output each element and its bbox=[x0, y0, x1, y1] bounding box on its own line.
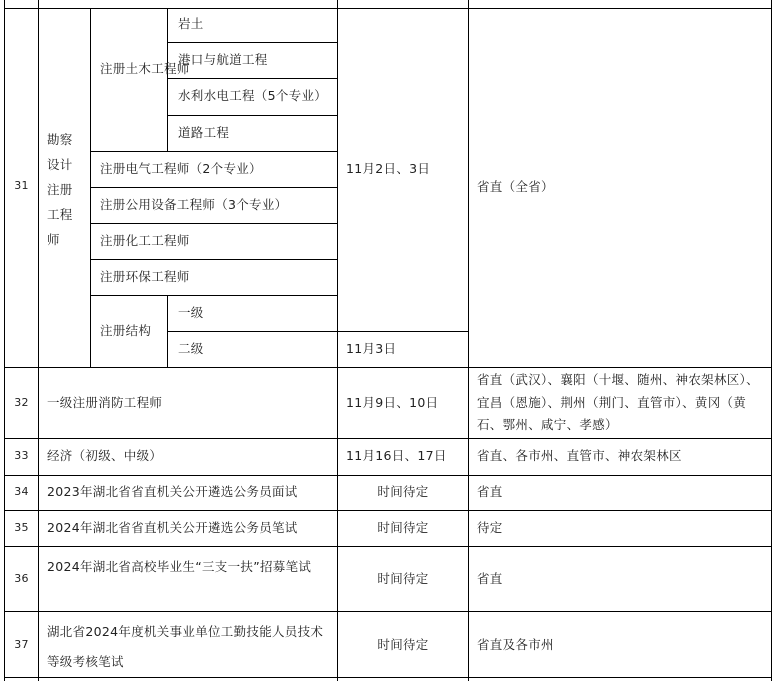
exam-region: 省直（武汉）、襄阳（十堰、随州、神农架林区）、宜昌（恩施）、荆州（荆门、直管市）、黄冈（黄石、鄂州、咸宁、孝感） bbox=[477, 372, 759, 432]
grid-line bbox=[38, 0, 39, 681]
exam-date: 11月16日、17日 bbox=[346, 448, 447, 463]
grid-line bbox=[90, 151, 337, 152]
grid-line bbox=[167, 78, 337, 79]
grid-line bbox=[90, 259, 337, 260]
exam-region: 省直（全省） bbox=[477, 179, 554, 194]
exam-date: 时间待定 bbox=[377, 484, 429, 499]
grid-line bbox=[4, 677, 772, 678]
grid-line bbox=[167, 115, 337, 116]
grid-line bbox=[90, 223, 337, 224]
electrical-engineer-label: 注册电气工程师（2个专业） bbox=[100, 161, 262, 176]
civil-engineer-label: 注册土木工程师 bbox=[100, 61, 190, 76]
grid-line bbox=[4, 438, 772, 439]
grid-line bbox=[4, 611, 772, 612]
grid-line bbox=[4, 475, 772, 476]
row-number: 32 bbox=[14, 396, 29, 409]
grid-line bbox=[167, 42, 337, 43]
row-number: 34 bbox=[14, 485, 29, 498]
grid-line bbox=[167, 331, 468, 332]
row-number: 35 bbox=[14, 521, 29, 534]
exam-name: 经济（初级、中级） bbox=[47, 448, 163, 463]
exam-name: 2024年湖北省省直机关公开遴选公务员笔试 bbox=[47, 520, 298, 535]
exam-name: 湖北省2024年度机关事业单位工勤技能人员技术等级考核笔试 bbox=[47, 624, 324, 669]
grid-line bbox=[4, 510, 772, 511]
exam-date: 11月3日 bbox=[346, 341, 397, 356]
exam-date: 时间待定 bbox=[377, 637, 429, 652]
civil-item: 水利水电工程（5个专业） bbox=[178, 88, 328, 103]
exam-name: 一级注册消防工程师 bbox=[47, 395, 163, 410]
row-number: 31 bbox=[14, 179, 29, 192]
exam-region: 省直及各市州 bbox=[477, 637, 554, 652]
exam-date: 11月9日、10日 bbox=[346, 395, 439, 410]
row-number: 37 bbox=[14, 638, 29, 651]
exam-region: 省直、各市州、直管市、神农架林区 bbox=[477, 448, 682, 463]
exam-date: 时间待定 bbox=[377, 571, 429, 586]
grid-line bbox=[90, 295, 337, 296]
grid-line bbox=[90, 187, 337, 188]
exam-name: 2023年湖北省省直机关公开遴选公务员面试 bbox=[47, 484, 298, 499]
structural-level: 二级 bbox=[178, 341, 204, 356]
grid-line bbox=[4, 8, 772, 9]
category-label: 勘察设计注册工程师 bbox=[47, 132, 73, 247]
grid-line bbox=[771, 0, 772, 681]
row-number: 33 bbox=[14, 449, 29, 462]
civil-item: 岩土 bbox=[178, 16, 204, 31]
row-number: 36 bbox=[14, 572, 29, 585]
exam-region: 省直 bbox=[477, 571, 503, 586]
exam-name: 2024年湖北省高校毕业生“三支一扶”招募笔试 bbox=[47, 559, 312, 574]
grid-line bbox=[4, 367, 772, 368]
chemical-engineer-label: 注册化工工程师 bbox=[100, 233, 190, 248]
grid-line bbox=[468, 0, 469, 681]
grid-line bbox=[167, 8, 168, 151]
exam-region: 待定 bbox=[477, 520, 503, 535]
grid-line bbox=[4, 546, 772, 547]
exam-date: 时间待定 bbox=[377, 520, 429, 535]
exam-region: 省直 bbox=[477, 484, 503, 499]
civil-item: 港口与航道工程 bbox=[178, 52, 268, 67]
civil-item: 道路工程 bbox=[178, 125, 230, 140]
structural-engineer-label: 注册结构 bbox=[100, 323, 152, 338]
exam-date: 11月2日、3日 bbox=[346, 161, 431, 176]
structural-level: 一级 bbox=[178, 305, 204, 320]
environment-engineer-label: 注册环保工程师 bbox=[100, 269, 190, 284]
utility-engineer-label: 注册公用设备工程师（3个专业） bbox=[100, 197, 288, 212]
